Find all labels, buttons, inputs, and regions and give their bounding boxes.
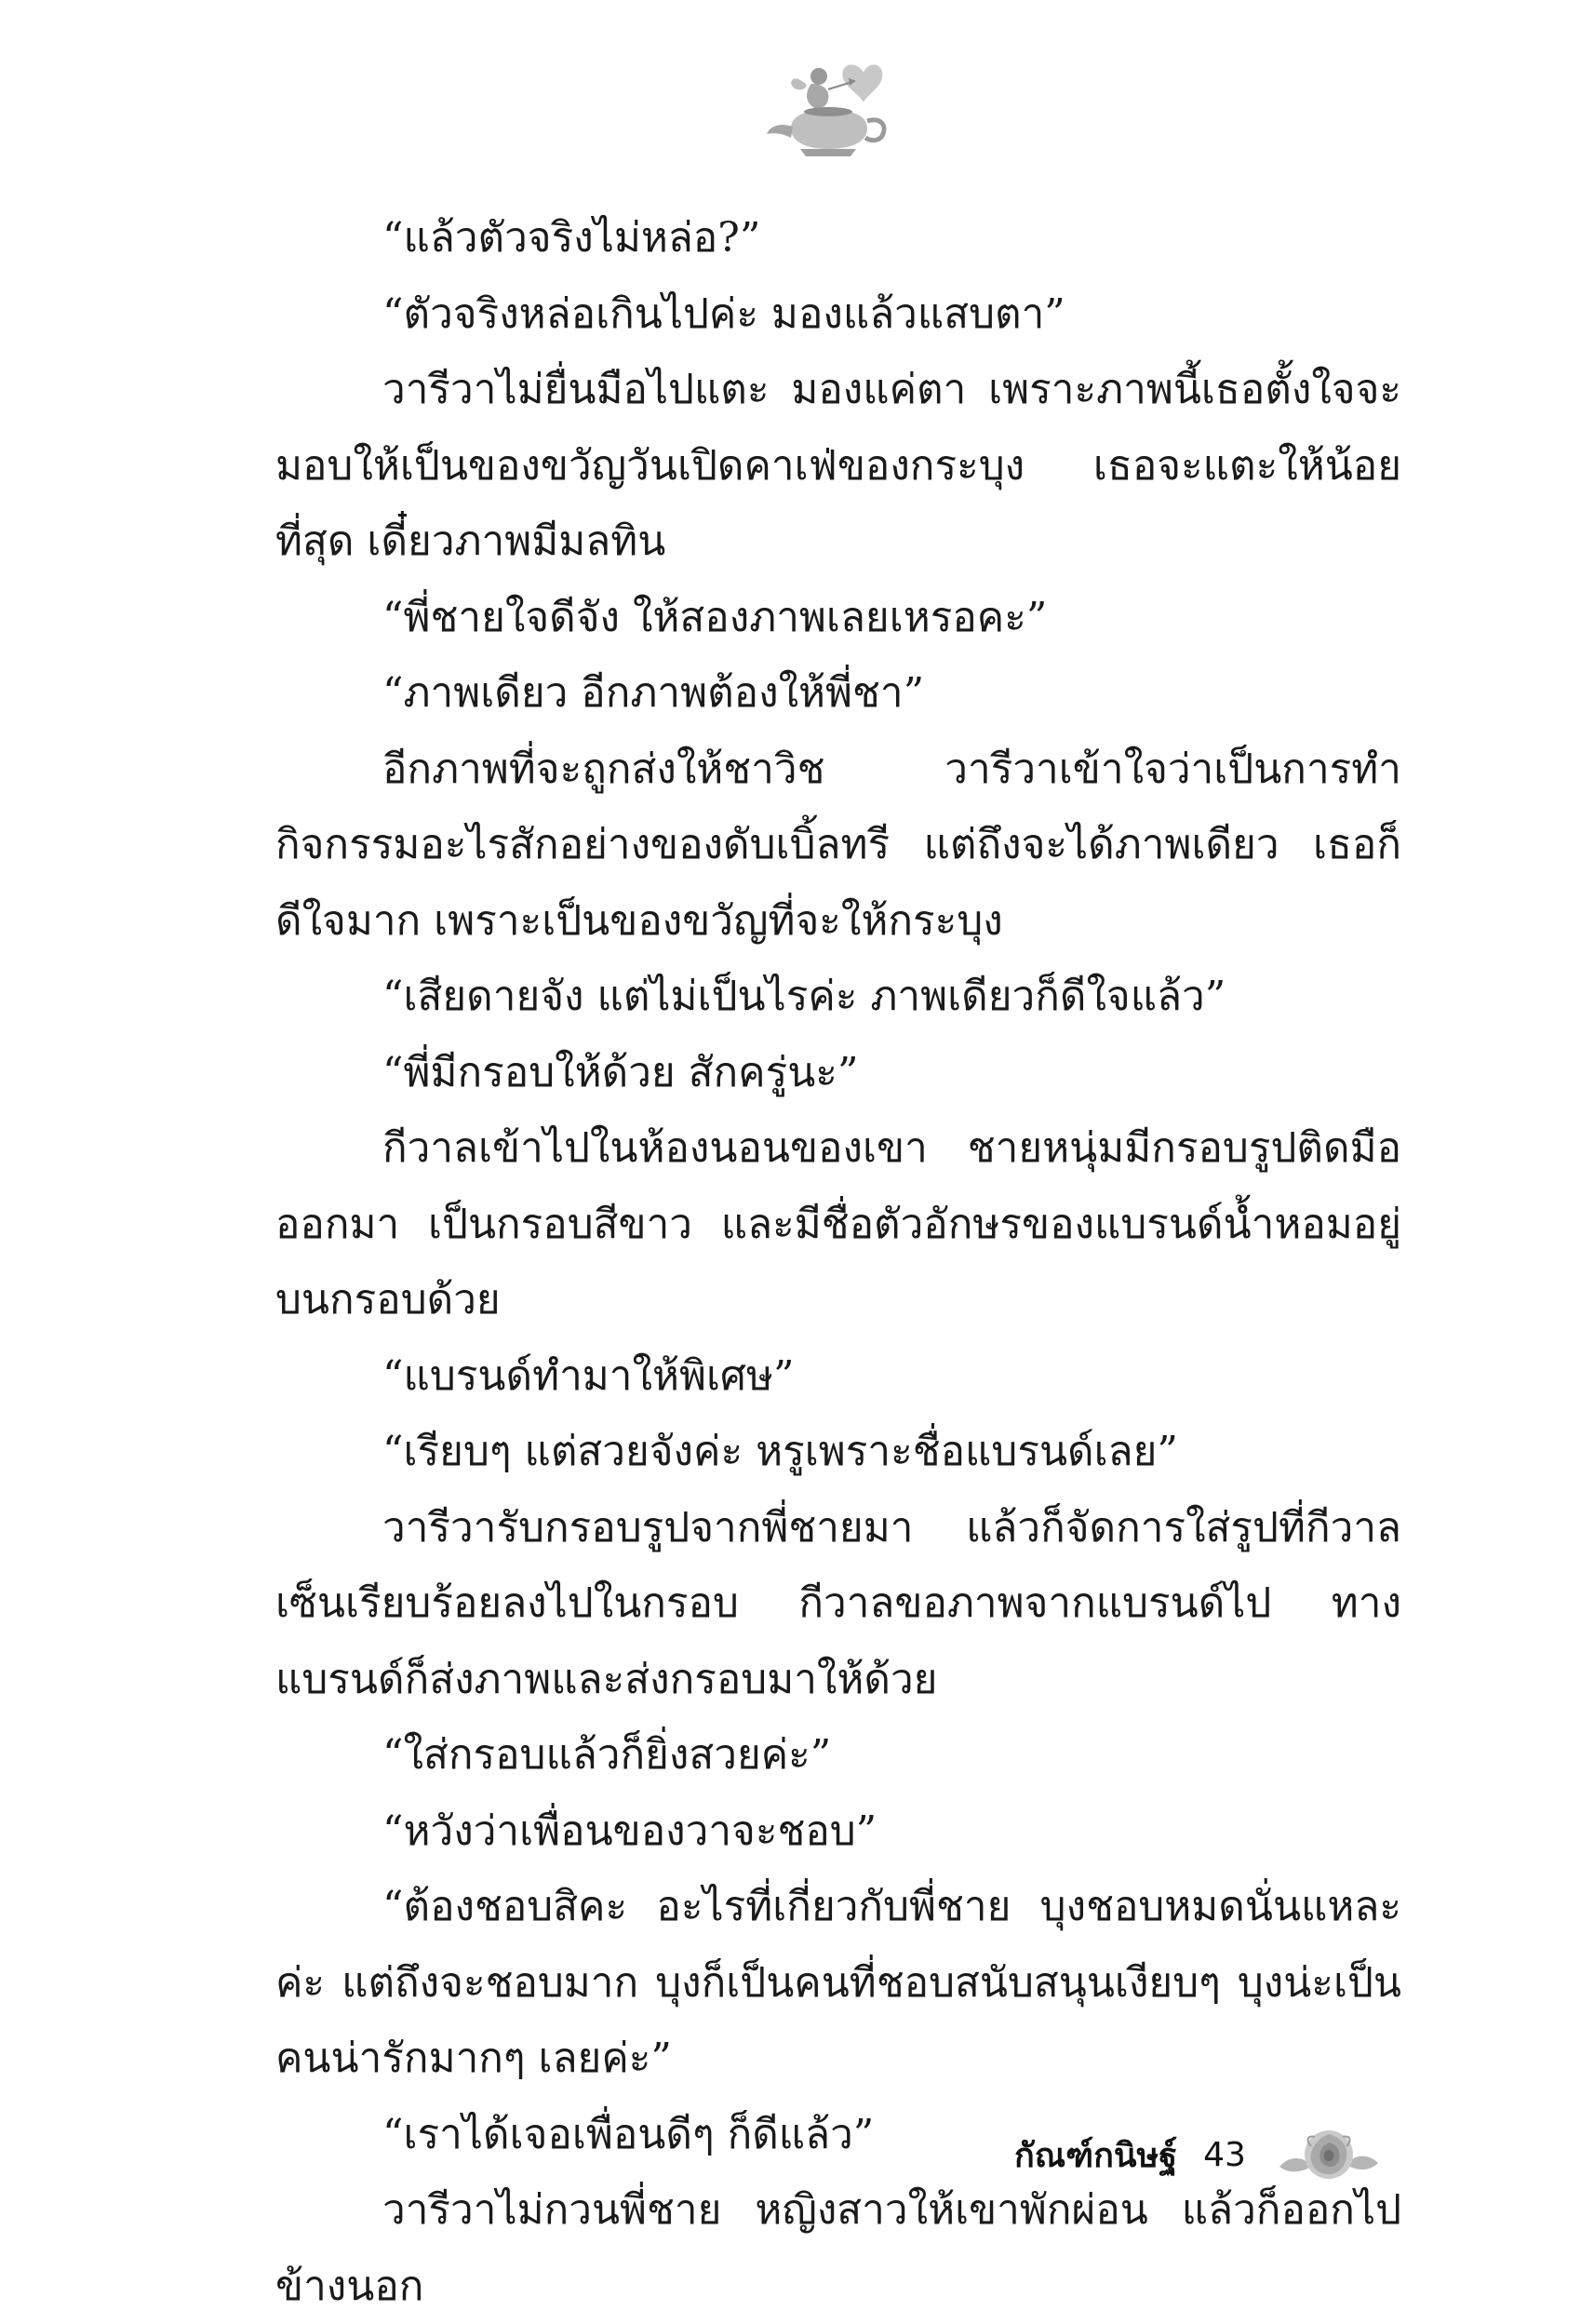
paragraph: วารีวารับกรอบรูปจากพี่ชายมา แล้วก็จัดการใส่รูปที่กีวาลเซ็นเรียบร้อยลงไปในกรอบ กีวาลขอภาพจากแบรนด์ไป ทางแบรนด์ก็ส่งภาพและส่งกรอบมาให้ด้วย: [275, 1503, 1401, 1703]
paragraph: “หวังว่าเพื่อนของวาจะชอบ”: [382, 1807, 877, 1855]
paragraph: “พี่ชายใจดีจัง ให้สองภาพเลยเหรอคะ”: [382, 593, 1048, 641]
paragraph: “เราได้เจอเพื่อนดีๆ ก็ดีแล้ว”: [382, 2110, 875, 2158]
paragraph: “เรียบๆ แต่สวยจังค่ะ หรูเพราะชื่อแบรนด์เลย”: [382, 1428, 1178, 1475]
paragraph: “ต้องชอบสิคะ อะไรที่เกี่ยวกับพี่ชาย บุงชอบหมดนั่นแหละค่ะ แต่ถึงจะชอบมาก บุงก็เป็นคนที่ชอบสนับสนุนเงียบๆ บุงน่ะเป็นคนน่ารักมากๆ เลยค่ะ”: [275, 1883, 1401, 2082]
paragraph: อีกภาพที่จะถูกส่งให้ชาวิช วารีวาเข้าใจว่าเป็นการทำกิจกรรมอะไรสักอย่างของดับเบิ้ลทรี แต่ถึงจะได้ภาพเดียว เธอก็ดีใจมาก เพราะเป็นของขวัญที่จะให้กระบุง: [275, 745, 1401, 945]
body-text: [275, 200, 1401, 2324]
rose-icon: [1274, 2126, 1384, 2183]
paragraph: “ภาพเดียว อีกภาพต้องให้พี่ชา”: [382, 669, 925, 717]
paragraph: “แล้วตัวจริงไม่หล่อ?”: [382, 214, 761, 262]
paragraph: “พี่มีกรอบให้ด้วย สักครู่นะ”: [382, 1048, 859, 1096]
cupid-teapot-icon: [763, 56, 903, 163]
paragraph: “เสียดายจัง แต่ไม่เป็นไรค่ะ ภาพเดียวก็ดีใจแล้ว”: [382, 973, 1226, 1020]
paragraph: “แบรนด์ทำมาให้พิเศษ”: [382, 1351, 795, 1400]
book-title: กัณฑ์กนิษฐ์: [1014, 2136, 1178, 2175]
paragraph: กีวาลเข้าไปในห้องนอนของเขา ชายหนุ่มมีกรอบรูปติดมือออกมา เป็นกรอบสีขาว และมีชื่อตัวอักษรของแบรนด์น้ำหอมอยู่บนกรอบด้วย: [275, 1124, 1401, 1323]
paragraph: วารีวาไม่กวนพี่ชาย หญิงสาวให้เขาพักผ่อน แล้วก็ออกไปข้างนอก: [275, 2186, 1401, 2310]
page-footer: [1014, 2127, 1424, 2183]
paragraph: “ใส่กรอบแล้วก็ยิ่งสวยค่ะ”: [382, 1731, 832, 1779]
paragraph: วารีวาไม่ยื่นมือไปแตะ มองแค่ตา เพราะภาพนี้เธอตั้งใจจะมอบให้เป็นของขวัญวันเปิดคาเฟ่ของกระบุง เธอจะแตะให้น้อยที่สุด เดี๋ยวภาพมีมลทิน: [275, 366, 1401, 565]
page-number: 43: [1203, 2135, 1246, 2174]
paragraph: “ตัวจริงหล่อเกินไปค่ะ มองแล้วแสบตา”: [382, 289, 1065, 338]
